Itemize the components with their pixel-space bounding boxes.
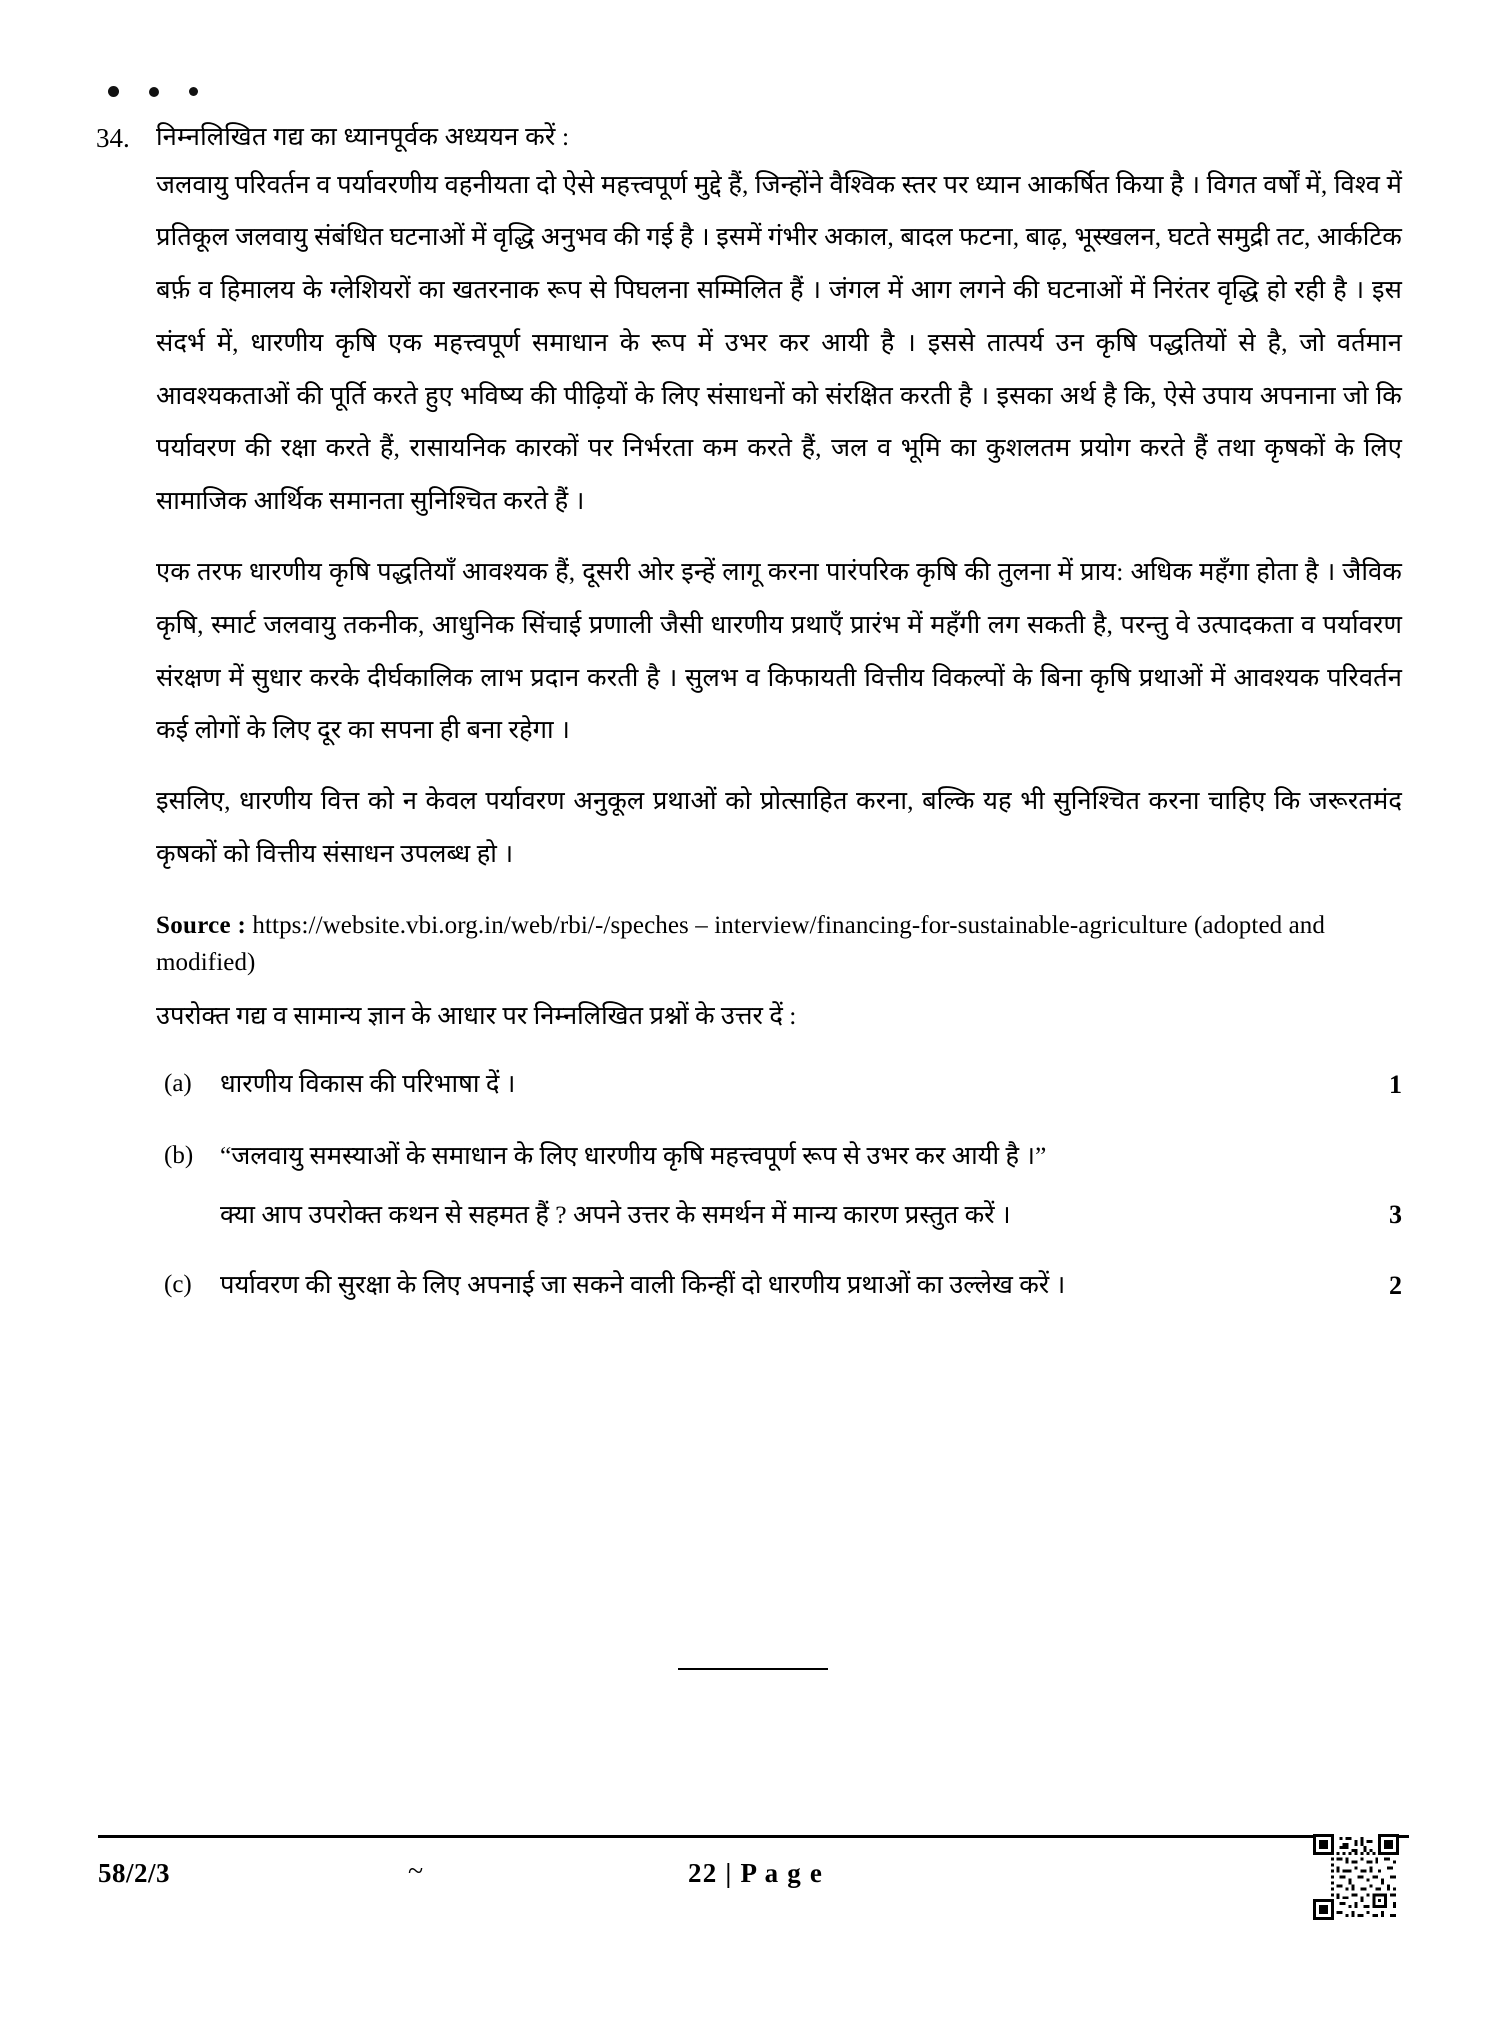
answer-instruction: उपरोक्त गद्य व सामान्य ज्ञान के आधार पर निम्नलिखित प्रश्नों के उत्तर दें : [156, 1000, 797, 1030]
sub-question-text [220, 1134, 1356, 1237]
tilde-mark: ~ [408, 1856, 424, 1887]
page-footer [98, 1852, 1409, 1912]
source-label: Source : [156, 911, 247, 939]
question-instruction: निम्नलिखित गद्य का ध्यानपूर्वक अध्ययन करें : [156, 122, 570, 151]
sub-question-a [156, 1062, 1402, 1108]
page-number-label: 22 | P a g e [688, 1858, 824, 1888]
decorative-dot-icon [149, 87, 159, 97]
sub-question-text [220, 1062, 1356, 1107]
sub-question-line: “जलवायु समस्याओं के समाधान के लिए धारणीय कृषि महत्त्वपूर्ण रूप से उभर कर आयी है ।” [220, 1140, 1047, 1170]
passage-paragraph-1: जलवायु परिवर्तन व पर्यावरणीय वहनीयता दो ऐसे महत्त्वपूर्ण मुद्दे हैं, जिन्होंने वैश्विक स्तर पर ध्यान आकर्षित किया है । विगत वर्षों में, विश्व में प्रतिकूल जलवायु संबंधित घटनाओं में वृद्धि अनुभव की गई है । इसमें गंभीर अकाल, बादल फटना, बाढ़, भूस्खलन, घटते समुद्री तट, आर्कटिक बर्फ़ व हिमालय के ग्लेशियरों का खतरनाक रूप से पिघलना सम्मिलित हैं । जंगल में आग लगने की घटनाओं में निरंतर वृद्धि हो रही है । इस संदर्भ में, धारणीय कृषि एक महत्त्वपूर्ण समाधान के रूप में उभर कर आयी है । इससे तात्पर्य उन कृषि पद्धतियों से है, जो वर्तमान आवश्यकताओं की पूर्ति करते हुए भविष्य की पीढ़ियों के लिए संसाधनों को संरक्षित करती है । इसका अर्थ है कि, ऐसे उपाय अपनाना जो कि पर्यावरण की रक्षा करते हैं, रासायनिक कारकों पर निर्भरता कम करते हैं, जल व भूमि का कुशलतम प्रयोग करते हैं तथा कृषकों के लिए सामाजिक आर्थिक समानता सुनिश्चित करते हैं । [156, 169, 1402, 516]
sub-question-line: क्या आप उपरोक्त कथन से सहमत हैं ? अपने उत्तर के समर्थन में मान्य कारण प्रस्तुत करें । [220, 1199, 1011, 1229]
sub-question-c [156, 1263, 1402, 1309]
sub-question-b [156, 1134, 1402, 1237]
page-content [96, 118, 1406, 1335]
sub-question-text [220, 1263, 1356, 1308]
decorative-dot-icon [189, 87, 198, 96]
question-heading [96, 118, 1406, 159]
sub-question-label: (c) [164, 1271, 192, 1299]
source-url: https://website.vbi.org.in/web/rbi/-/speches – interview/financing-for-sustainable-agriculture (adopted and modified) [156, 911, 1326, 977]
passage-paragraph-3: इसलिए, धारणीय वित्त को न केवल पर्यावरण अनुकूल प्रथाओं को प्रोत्साहित करना, बल्कि यह भी सुनिश्चित करना चाहिए कि जरूरतमंद कृषकों को वित्तीय संसाधन उपलब्ध हो । [156, 786, 1402, 868]
passage-paragraph-2: एक तरफ धारणीय कृषि पद्धतियाँ आवश्यक हैं, दूसरी ओर इन्हें लागू करना पारंपरिक कृषि की तुलना में प्राय: अधिक महँगा होता है । जैविक कृषि, स्मार्ट जलवायु तकनीक, आधुनिक सिंचाई प्रणाली जैसी धारणीय प्रथाएँ प्रारंभ में महँगी लग सकती है, परन्तु वे उत्पादकता व पर्यावरण संरक्षण में सुधार करके दीर्घकालिक लाभ प्रदान करती है । सुलभ व किफायती वित्तीय विकल्पों के बिना कृषि प्रथाओं में आवश्यक परिवर्तन कई लोगों के लिए दूर का सपना ही बना रहेगा । [156, 556, 1402, 745]
sub-question-marks: 1 [1389, 1070, 1402, 1100]
sub-question-label: (a) [164, 1070, 192, 1098]
sub-question-line: पर्यावरण की सुरक्षा के लिए अपनाई जा सकने वाली किन्हीं दो धारणीय प्रथाओं का उल्लेख करें । [220, 1270, 1066, 1300]
question-number: 34. [96, 123, 130, 153]
decorative-dot-icon [108, 86, 119, 97]
paper-code: 58/2/3 [98, 1858, 171, 1888]
footer-divider [98, 1835, 1409, 1838]
sub-question-marks: 3 [1389, 1199, 1402, 1229]
sub-question-marks: 2 [1389, 1271, 1402, 1301]
sub-question-line: धारणीय विकास की परिभाषा दें । [220, 1069, 516, 1099]
decorative-dots [108, 86, 198, 97]
sub-question-label: (b) [164, 1141, 194, 1169]
section-separator [678, 1668, 828, 1670]
sub-questions-list [156, 1062, 1402, 1308]
passage-block [156, 159, 1402, 1309]
qr-code-icon [1313, 1834, 1399, 1920]
source-line [156, 907, 1402, 982]
